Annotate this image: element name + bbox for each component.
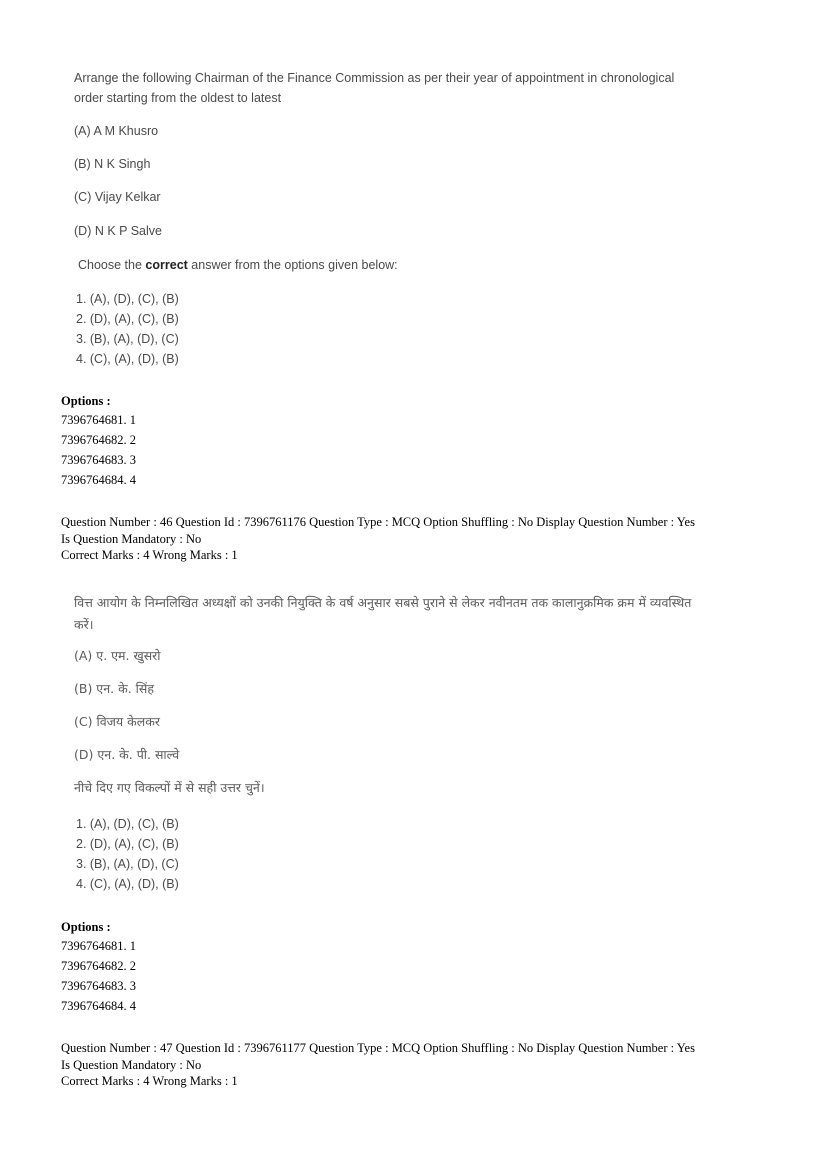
choose-instruction: Choose the correct answer from the options given below: bbox=[78, 258, 398, 272]
question-47-header bbox=[61, 1040, 781, 1090]
question-text-hindi-line1: वित्त आयोग के निम्नलिखित अध्यक्षों को उनकी नियुक्ति के वर्ष अनुसार सबसे पुराने से लेकर नवीनतम तक कालानुक्रमिक क्रम में व्यवस्थित bbox=[74, 595, 692, 610]
question-image-hindi bbox=[74, 592, 774, 636]
question-text-hindi-line2: करें। bbox=[74, 617, 94, 632]
statement-c: (C) Vijay Kelkar bbox=[74, 190, 161, 204]
options-label: Options : bbox=[61, 394, 111, 408]
option-item: 7396764682. 2 bbox=[61, 433, 136, 447]
options-label: Options : bbox=[61, 920, 111, 934]
question-46-header bbox=[61, 514, 781, 564]
answer-choice-1: 1. (A), (D), (C), (B) bbox=[76, 292, 179, 306]
options-list-1 bbox=[61, 392, 781, 490]
question-46-info: Question Number : 46 Question Id : 7396761176 Question Type : MCQ Option Shuffling : No Display Question Number : Yes bbox=[61, 515, 695, 529]
choose-instruction-hindi: नीचे दिए गए विकल्पों में से सही उत्तर चुनें। bbox=[74, 780, 265, 795]
statement-hindi-a: (A) ए. एम. खुसरो bbox=[74, 648, 161, 663]
option-item: 7396764683. 3 bbox=[61, 453, 136, 467]
statement-a: (A) A M Khusro bbox=[74, 124, 159, 138]
option-item: 7396764684. 4 bbox=[61, 473, 136, 487]
question-47-mandatory: Is Question Mandatory : No bbox=[61, 1057, 202, 1072]
question-text-line2: order starting from the oldest to latest bbox=[74, 91, 282, 105]
option-item: 7396764684. 4 bbox=[61, 999, 136, 1013]
question-46-mandatory: Is Question Mandatory : No bbox=[61, 531, 202, 546]
answer-choice-1: 1. (A), (D), (C), (B) bbox=[76, 817, 179, 831]
statement-d: (D) N K P Salve bbox=[74, 224, 162, 238]
statement-b: (B) N K Singh bbox=[74, 157, 151, 171]
question-47-info: Question Number : 47 Question Id : 7396761177 Question Type : MCQ Option Shuffling : No Display Question Number : Yes bbox=[61, 1041, 695, 1055]
statement-hindi-d: (D) एन. के. पी. साल्वे bbox=[74, 747, 180, 762]
question-image-english bbox=[74, 68, 674, 108]
choose-bold-word: correct bbox=[145, 258, 188, 272]
answer-choices-hindi bbox=[76, 814, 179, 894]
statement-hindi-c: (C) विजय केलकर bbox=[74, 714, 160, 729]
question-46-marks: Correct Marks : 4 Wrong Marks : 1 bbox=[61, 548, 238, 562]
options-list-2 bbox=[61, 918, 781, 1016]
option-item: 7396764683. 3 bbox=[61, 979, 136, 993]
statement-hindi-b: (B) एन. के. सिंह bbox=[74, 681, 154, 696]
option-item: 7396764682. 2 bbox=[61, 959, 136, 973]
answer-choices bbox=[76, 289, 179, 369]
option-item: 7396764681. 1 bbox=[61, 413, 136, 427]
question-text-line1: Arrange the following Chairman of the Finance Commission as per their year of appointment in chronological bbox=[74, 71, 675, 85]
answer-choice-4: 4. (C), (A), (D), (B) bbox=[76, 877, 179, 891]
answer-choice-2: 2. (D), (A), (C), (B) bbox=[76, 837, 179, 851]
answer-choice-3: 3. (B), (A), (D), (C) bbox=[76, 332, 179, 346]
answer-choice-4: 4. (C), (A), (D), (B) bbox=[76, 352, 179, 366]
question-47-marks: Correct Marks : 4 Wrong Marks : 1 bbox=[61, 1074, 238, 1088]
answer-choice-2: 2. (D), (A), (C), (B) bbox=[76, 312, 179, 326]
answer-choice-3: 3. (B), (A), (D), (C) bbox=[76, 857, 179, 871]
option-item: 7396764681. 1 bbox=[61, 939, 136, 953]
